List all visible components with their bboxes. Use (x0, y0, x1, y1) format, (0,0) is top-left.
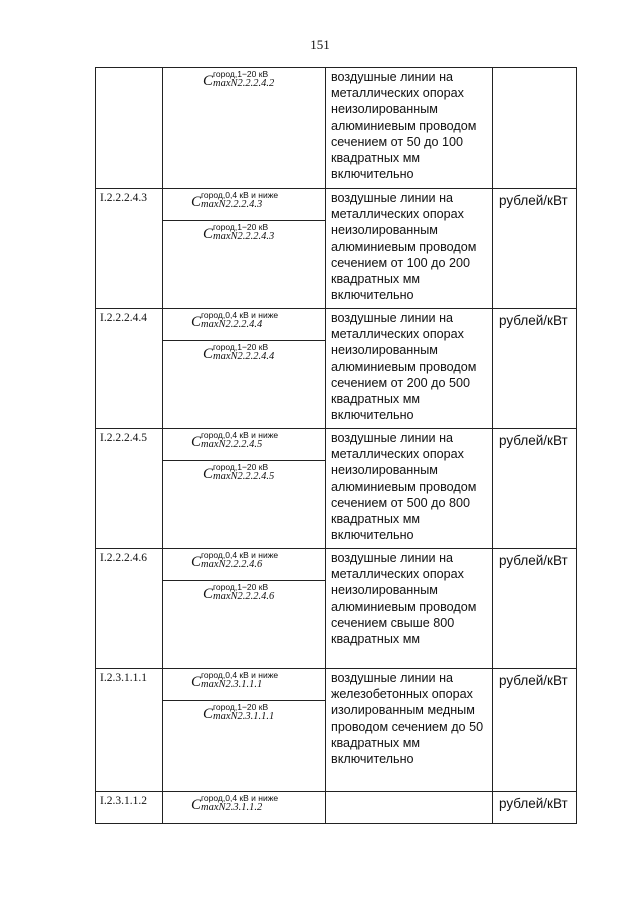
formula-cell (163, 792, 326, 824)
formula-superscript: город,0,4 кВ и ниже (201, 550, 279, 560)
formula-superscript: город,0,4 кВ и ниже (201, 793, 279, 803)
row-unit: рублей/кВт (499, 553, 568, 568)
formula-cell (163, 68, 326, 189)
formula-subscript: maxN2.2.2.4.5 (201, 438, 263, 450)
formula-subscript: maxN2.2.2.4.3 (201, 198, 263, 210)
row-description: воздушные линии на металлических опорах неизолированным алюминиевым проводом сечением от 100 до 200 квадратных мм включительно (331, 191, 477, 303)
row-unit: рублей/кВт (499, 193, 568, 208)
code-cell (96, 68, 163, 189)
row-description (326, 792, 492, 793)
code-cell (96, 189, 163, 309)
formula-superscript: город,1−20 кВ (213, 582, 269, 592)
formula-1-20kv: C город,1−20 кВ maxN2.2.2.4.6 (163, 580, 325, 611)
row-code (96, 68, 162, 71)
code-cell (96, 309, 163, 429)
description-cell (326, 309, 493, 429)
formula-cell (163, 549, 326, 669)
formula-superscript: город,1−20 кВ (213, 462, 269, 472)
formula-superscript: город,0,4 кВ и ниже (201, 670, 279, 680)
formula-cell (163, 429, 326, 549)
formula-superscript: город,0,4 кВ и ниже (201, 430, 279, 440)
formula-1-20kv: C город,1−20 кВ maxN2.2.2.4.4 (163, 340, 325, 371)
formula-subscript: maxN2.2.2.4.5 (213, 470, 275, 482)
unit-cell (493, 309, 577, 429)
formula-superscript: город,0,4 кВ и ниже (201, 190, 279, 200)
formula-subscript: maxN2.3.1.1.1 (201, 678, 263, 690)
row-description: воздушные линии на металлических опорах неизолированным алюминиевым проводом сечением свыше 800 квадратных мм (331, 551, 477, 647)
formula-superscript: город,1−20 кВ (213, 342, 269, 352)
table-row (96, 309, 577, 429)
table-row (96, 189, 577, 309)
row-unit: рублей/кВт (499, 673, 568, 688)
unit-cell (493, 189, 577, 309)
description-cell (326, 792, 493, 824)
table-row (96, 549, 577, 669)
row-code: I.2.3.1.1.1 (100, 672, 147, 684)
row-description: воздушные линии на железобетонных опорах изолированным медным проводом сечением до 50 квадратных мм включительно (331, 671, 484, 767)
code-cell (96, 429, 163, 549)
formula-subscript: maxN2.3.1.1.2 (201, 801, 263, 813)
formula-subscript: maxN2.2.2.4.3 (213, 230, 275, 242)
formula-subscript: maxN2.2.2.4.6 (201, 558, 263, 570)
description-cell (326, 669, 493, 792)
formula-0-4kv: C город,0,4 кВ и ниже maxN2.2.2.4.5 (191, 430, 279, 450)
row-unit: рублей/кВт (499, 796, 568, 811)
row-description: воздушные линии на металлических опорах неизолированным алюминиевым проводом сечением от 50 до 100 квадратных мм включительно (331, 70, 477, 182)
row-description: воздушные линии на металлических опорах неизолированным алюминиевым проводом сечением от 200 до 500 квадратных мм включительно (331, 311, 477, 423)
code-cell (96, 669, 163, 792)
table-row (96, 68, 577, 189)
row-code: I.2.2.2.4.5 (100, 432, 147, 444)
formula-subscript: maxN2.2.2.4.4 (213, 350, 275, 362)
unit-cell (493, 669, 577, 792)
row-code: I.2.2.2.4.6 (100, 552, 147, 564)
row-code: I.2.3.1.1.2 (100, 795, 147, 807)
table-row (96, 669, 577, 792)
formula-superscript: город,1−20 кВ (213, 702, 269, 712)
formula-0-4kv: C город,0,4 кВ и ниже maxN2.2.2.4.6 (191, 550, 279, 570)
formula-0-4kv: C город,0,4 кВ и ниже maxN2.3.1.1.1 (191, 670, 279, 690)
formula-1-20kv: C город,1−20 кВ maxN2.2.2.4.3 (163, 220, 325, 251)
code-cell (96, 549, 163, 669)
formula-subscript: maxN2.2.2.4.4 (201, 318, 263, 330)
formula-subscript: maxN2.3.1.1.1 (213, 710, 275, 722)
formula-1-20kv: C город,1−20 кВ maxN2.3.1.1.1 (163, 700, 325, 731)
formula-superscript: город,0,4 кВ и ниже (201, 310, 279, 320)
row-code: I.2.2.2.4.4 (100, 312, 147, 324)
row-unit: рублей/кВт (499, 313, 568, 328)
tariff-table (95, 67, 577, 824)
unit-cell (493, 792, 577, 824)
description-cell (326, 549, 493, 669)
row-unit (493, 68, 576, 72)
description-cell (326, 429, 493, 549)
description-cell (326, 189, 493, 309)
unit-cell (493, 549, 577, 669)
table-row (96, 429, 577, 549)
description-cell (326, 68, 493, 189)
formula-cell (163, 189, 326, 309)
code-cell (96, 792, 163, 824)
formula-superscript: город,1−20 кВ (213, 69, 269, 79)
formula-subscript: maxN2.2.2.4.2 (213, 77, 275, 89)
row-unit: рублей/кВт (499, 433, 568, 448)
page-number: 151 (310, 37, 330, 52)
table-row (96, 792, 577, 824)
formula-cell (163, 669, 326, 792)
formula-0-4kv: C город,0,4 кВ и ниже maxN2.3.1.1.2 (191, 793, 279, 813)
unit-cell (493, 68, 577, 189)
formula-subscript: maxN2.2.2.4.6 (213, 590, 275, 602)
formula-cell (163, 309, 326, 429)
formula-1-20kv: C город,1−20 кВ maxN2.2.2.4.5 (163, 460, 325, 491)
row-description: воздушные линии на металлических опорах неизолированным алюминиевым проводом сечением от 500 до 800 квадратных мм включительно (331, 431, 477, 543)
unit-cell (493, 429, 577, 549)
formula-0-4kv: C город,0,4 кВ и ниже maxN2.2.2.4.3 (191, 190, 279, 210)
formula-1-20kv: C город,1−20 кВ maxN2.2.2.4.2 (203, 69, 275, 89)
row-code: I.2.2.2.4.3 (100, 192, 147, 204)
formula-0-4kv: C город,0,4 кВ и ниже maxN2.2.2.4.4 (191, 310, 279, 330)
formula-superscript: город,1−20 кВ (213, 222, 269, 232)
